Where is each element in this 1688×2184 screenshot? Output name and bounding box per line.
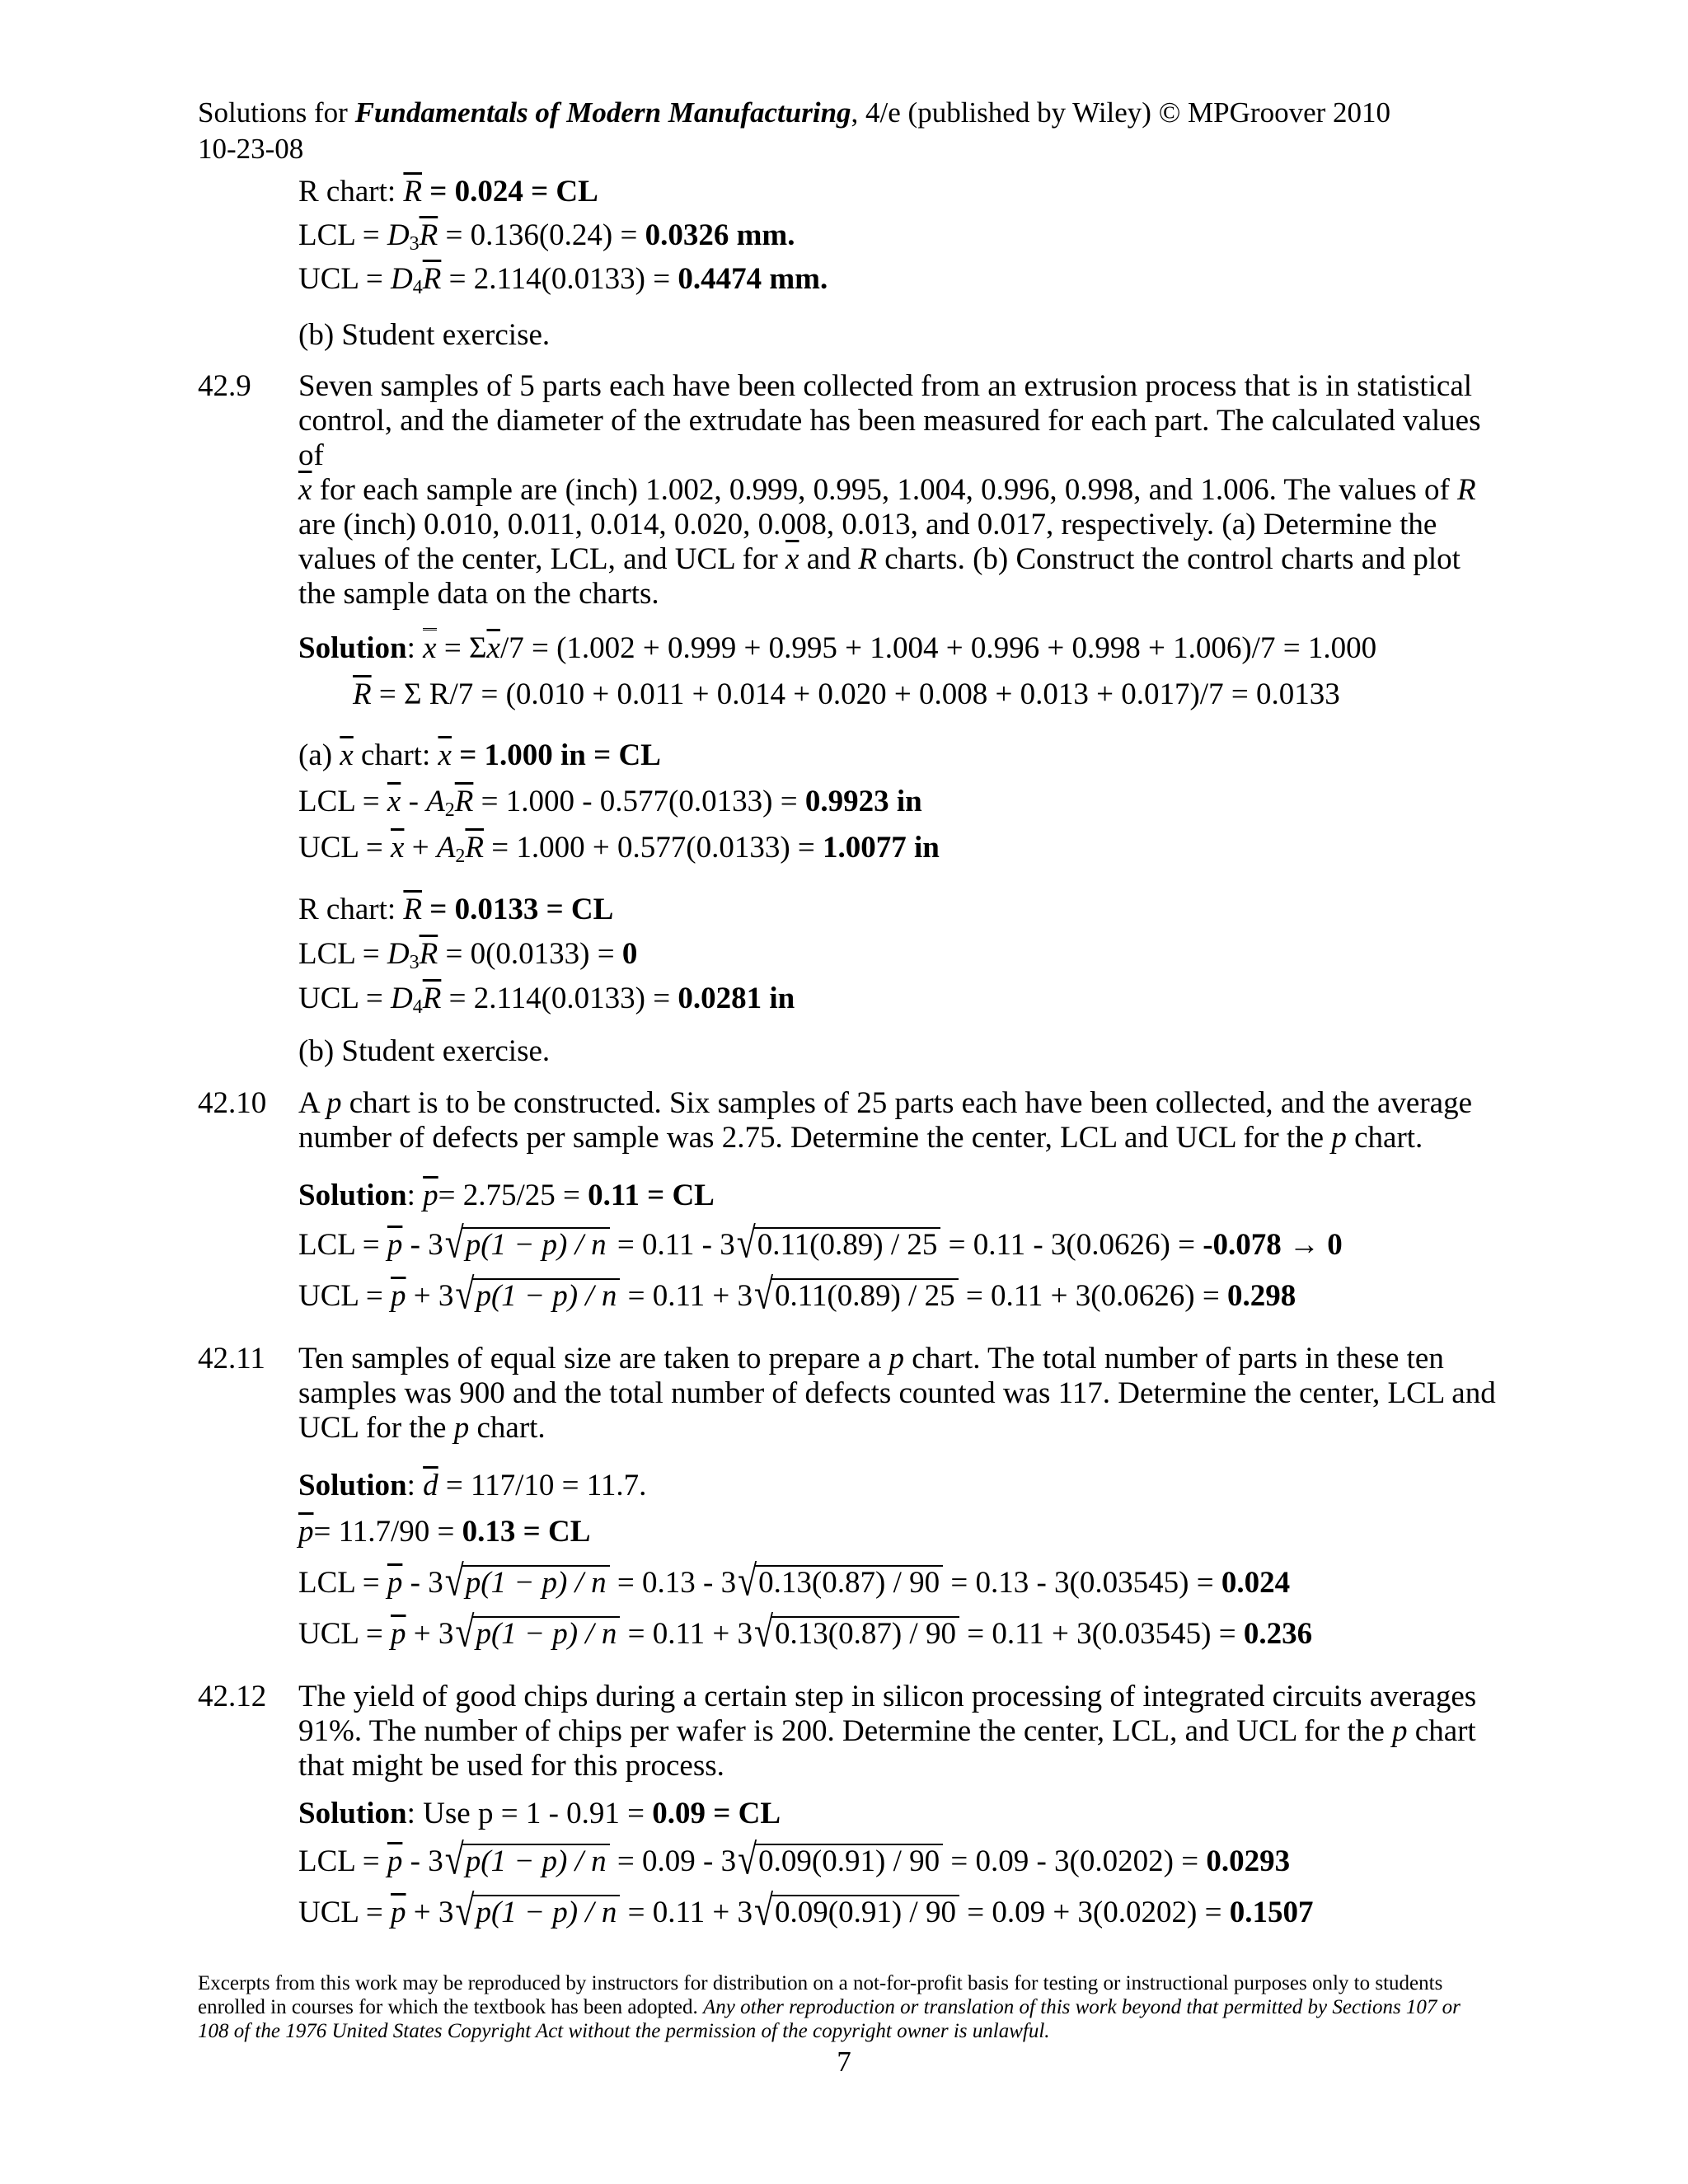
q4211-solution-line: Solution: $\overline{d} = 117/10 = 11.7$. bbox=[298, 1469, 647, 1502]
xbar-ucl-line: UCL = $\overline{x} + A_2\overline{R} = 1.000 + 0.577(0.0133) = 1.0077$ in bbox=[298, 831, 940, 867]
header-line: Solutions for Fundamentals of Modern Manufacturing, 4/e (published by Wiley) © MPGroover 2010 bbox=[198, 96, 1391, 129]
sqrt-formula: √p(1 − p) / n bbox=[455, 1894, 620, 1930]
q4211-p-line: $\overline{p}= 11.7/90 = 0.13$ = CL bbox=[298, 1515, 591, 1549]
sqrt-formula: √p(1 − p) / n bbox=[445, 1564, 610, 1601]
sqrt-value: √0.11(0.89) / 25 bbox=[754, 1277, 959, 1314]
question-text: A p chart is to be constructed. Six samples of 25 parts each have been collected, and the average number of defects per sample was 2.75. Determine the center, LCL and UCL for the p chart. bbox=[298, 1086, 1472, 1155]
prev-rchart-line: R chart: $\overline{R} = 0.024$ = CL bbox=[298, 175, 598, 209]
copyright-footer: Excerpts from this work may be reproduced by instructors for distribution on a not-for-profit basis for testing or instructional purposes only to students enrolled in courses for which the textbook has been adopted. Any other reproduction or translation of this work beyond that permitted by Sections 107 or 108 of the 1976 United States Copyright Act without the permission of the copyright owner is unlawful. bbox=[198, 1972, 1461, 2042]
q4212-lcl-line: LCL = $\overline{p} - 3√p(1 - p) / n = 0.09 - 3√0.09(0.91) / 90 = 0.09 - 3(0.0202) = 0.0293$ bbox=[298, 1836, 1291, 1884]
book-title: Fundamentals of Modern Manufacturing bbox=[354, 96, 851, 129]
sqrt-value: √0.09(0.91) / 90 bbox=[738, 1843, 943, 1879]
question-number: 42.10 bbox=[198, 1086, 267, 1120]
q4211-lcl-line: LCL = $\overline{p} - 3√p(1 - p) / n = 0.13 - 3√0.13(0.87) / 90 = 0.13 - 3(0.03545) = 0.024$ bbox=[298, 1558, 1291, 1605]
page-number: 7 bbox=[837, 2046, 851, 2078]
sqrt-formula: √p(1 − p) / n bbox=[455, 1615, 620, 1652]
prev-b-line: (b) Student exercise. bbox=[298, 318, 551, 352]
rchart-ucl-line: UCL = $D_4\overline{R} = 2.114(0.0133) = 0.0281$ in bbox=[298, 982, 795, 1018]
q429-b-line: (b) Student exercise. bbox=[298, 1034, 551, 1068]
question-text: The yield of good chips during a certain step in silicon processing of integrated circuits averages 91%. The number of chips per wafer is 200. Determine the center, LCL, and UCL for the p chart that might be used for this process. bbox=[298, 1680, 1477, 1783]
sqrt-formula: √p(1 − p) / n bbox=[445, 1843, 610, 1879]
question-number: 42.9 bbox=[198, 369, 251, 403]
header-date: 10-23-08 bbox=[198, 133, 304, 165]
question-number: 42.12 bbox=[198, 1680, 267, 1713]
xbar-lcl-line: LCL = $\overline{x} - A_2\overline{R} = 1.000 - 0.577(0.0133) = 0.9923$ in bbox=[298, 785, 922, 821]
page-header bbox=[198, 95, 1390, 167]
q4210-solution-line: Solution: $\overline{p}= 2.75/25 = 0.11$ = CL bbox=[298, 1179, 715, 1212]
q4211-ucl-line: UCL = $\overline{p} + 3√p(1 - p) / n = 0.11 + 3√0.13(0.87) / 90 = 0.11 + 3(0.03545) = 0.236$ bbox=[298, 1609, 1313, 1657]
prev-lcl-line: LCL = $D_3\overline{R} = 0.136(0.24) = 0.0326$ mm. bbox=[298, 218, 795, 255]
q4212-solution-line: Solution: Use p = 1 - 0.91 = 0.09 = CL bbox=[298, 1797, 781, 1830]
question-text: Ten samples of equal size are taken to prepare a p chart. The total number of parts in these ten samples was 900 and the total number of defects counted was 117. Determine the center, LCL and UCL for the p chart. bbox=[298, 1342, 1496, 1445]
solution-rbar-line: $\overline{R} = \Sigma$ R/7 = (0.010 + 0.011 + 0.014 + 0.020 + 0.008 + 0.013 + 0.017)/7 = 0.0133 bbox=[353, 677, 1340, 711]
question-text: Seven samples of 5 parts each have been collected from an extrusion process that is in statistical control, and the diameter of the extrudate has been measured for each part. The calculated values of $\overline{x}$ for each sample are (inch) 1.002, 0.999, 0.995, 1.004, 0.996, 0.998, and 1.006. The values of R are (inch) 0.010, 0.011, 0.014, 0.020, 0.008, 0.013, and 0.017, respectively. (a) Determine the values of the center, LCL, and UCL for $\overline{x}$ and R charts. (b) Construct the control charts and plot the sample data on the charts. bbox=[298, 369, 1481, 611]
sqrt-value: √0.13(0.87) / 90 bbox=[738, 1564, 943, 1601]
sqrt-value: √0.09(0.91) / 90 bbox=[754, 1894, 959, 1930]
sqrt-value: √0.13(0.87) / 90 bbox=[754, 1615, 959, 1652]
rchart-cl-line: R chart: $\overline{R} = 0.0133$ = CL bbox=[298, 893, 614, 926]
solution-xbar-line: Solution: $x = \Sigma\overline{x}/7 = (1.002 + 0.999 + 0.995 + 1.004 + 0.996 + 0.998 + 1.006)/7 = 1.000$ bbox=[298, 631, 1376, 666]
sqrt-formula: √p(1 − p) / n bbox=[445, 1226, 610, 1263]
sqrt-value: √0.11(0.89) / 25 bbox=[737, 1226, 941, 1263]
q4212-ucl-line: UCL = $\overline{p} + 3√p(1 - p) / n = 0.11 + 3√0.09(0.91) / 90 = 0.09 + 3(0.0202) = 0.1507$ bbox=[298, 1887, 1314, 1935]
q4210-ucl-line: UCL = $\overline{p} + 3√p(1 - p) / n = 0.11 + 3√0.11(0.89) / 25 = 0.11 + 3(0.0626) = 0.298$ bbox=[298, 1271, 1296, 1319]
xbar-chart-cl-line: (a) $\overline{x}$ chart: $\overline{x} = 1.000$ in = CL bbox=[298, 738, 661, 772]
q4210-lcl-line: LCL = $\overline{p} - 3√p(1 - p) / n = 0.11 - 3√0.11(0.89) / 25 = 0.11 - 3(0.0626) = -0.078 \to 0$ bbox=[298, 1220, 1343, 1268]
sqrt-formula: √p(1 − p) / n bbox=[455, 1277, 620, 1314]
prev-ucl-line: UCL = $D_4\overline{R} = 2.114(0.0133) = 0.4474$ mm. bbox=[298, 262, 828, 298]
rchart-lcl-line: LCL = $D_3\overline{R} = 0(0.0133) = 0$ bbox=[298, 937, 638, 973]
question-number: 42.11 bbox=[198, 1342, 265, 1376]
